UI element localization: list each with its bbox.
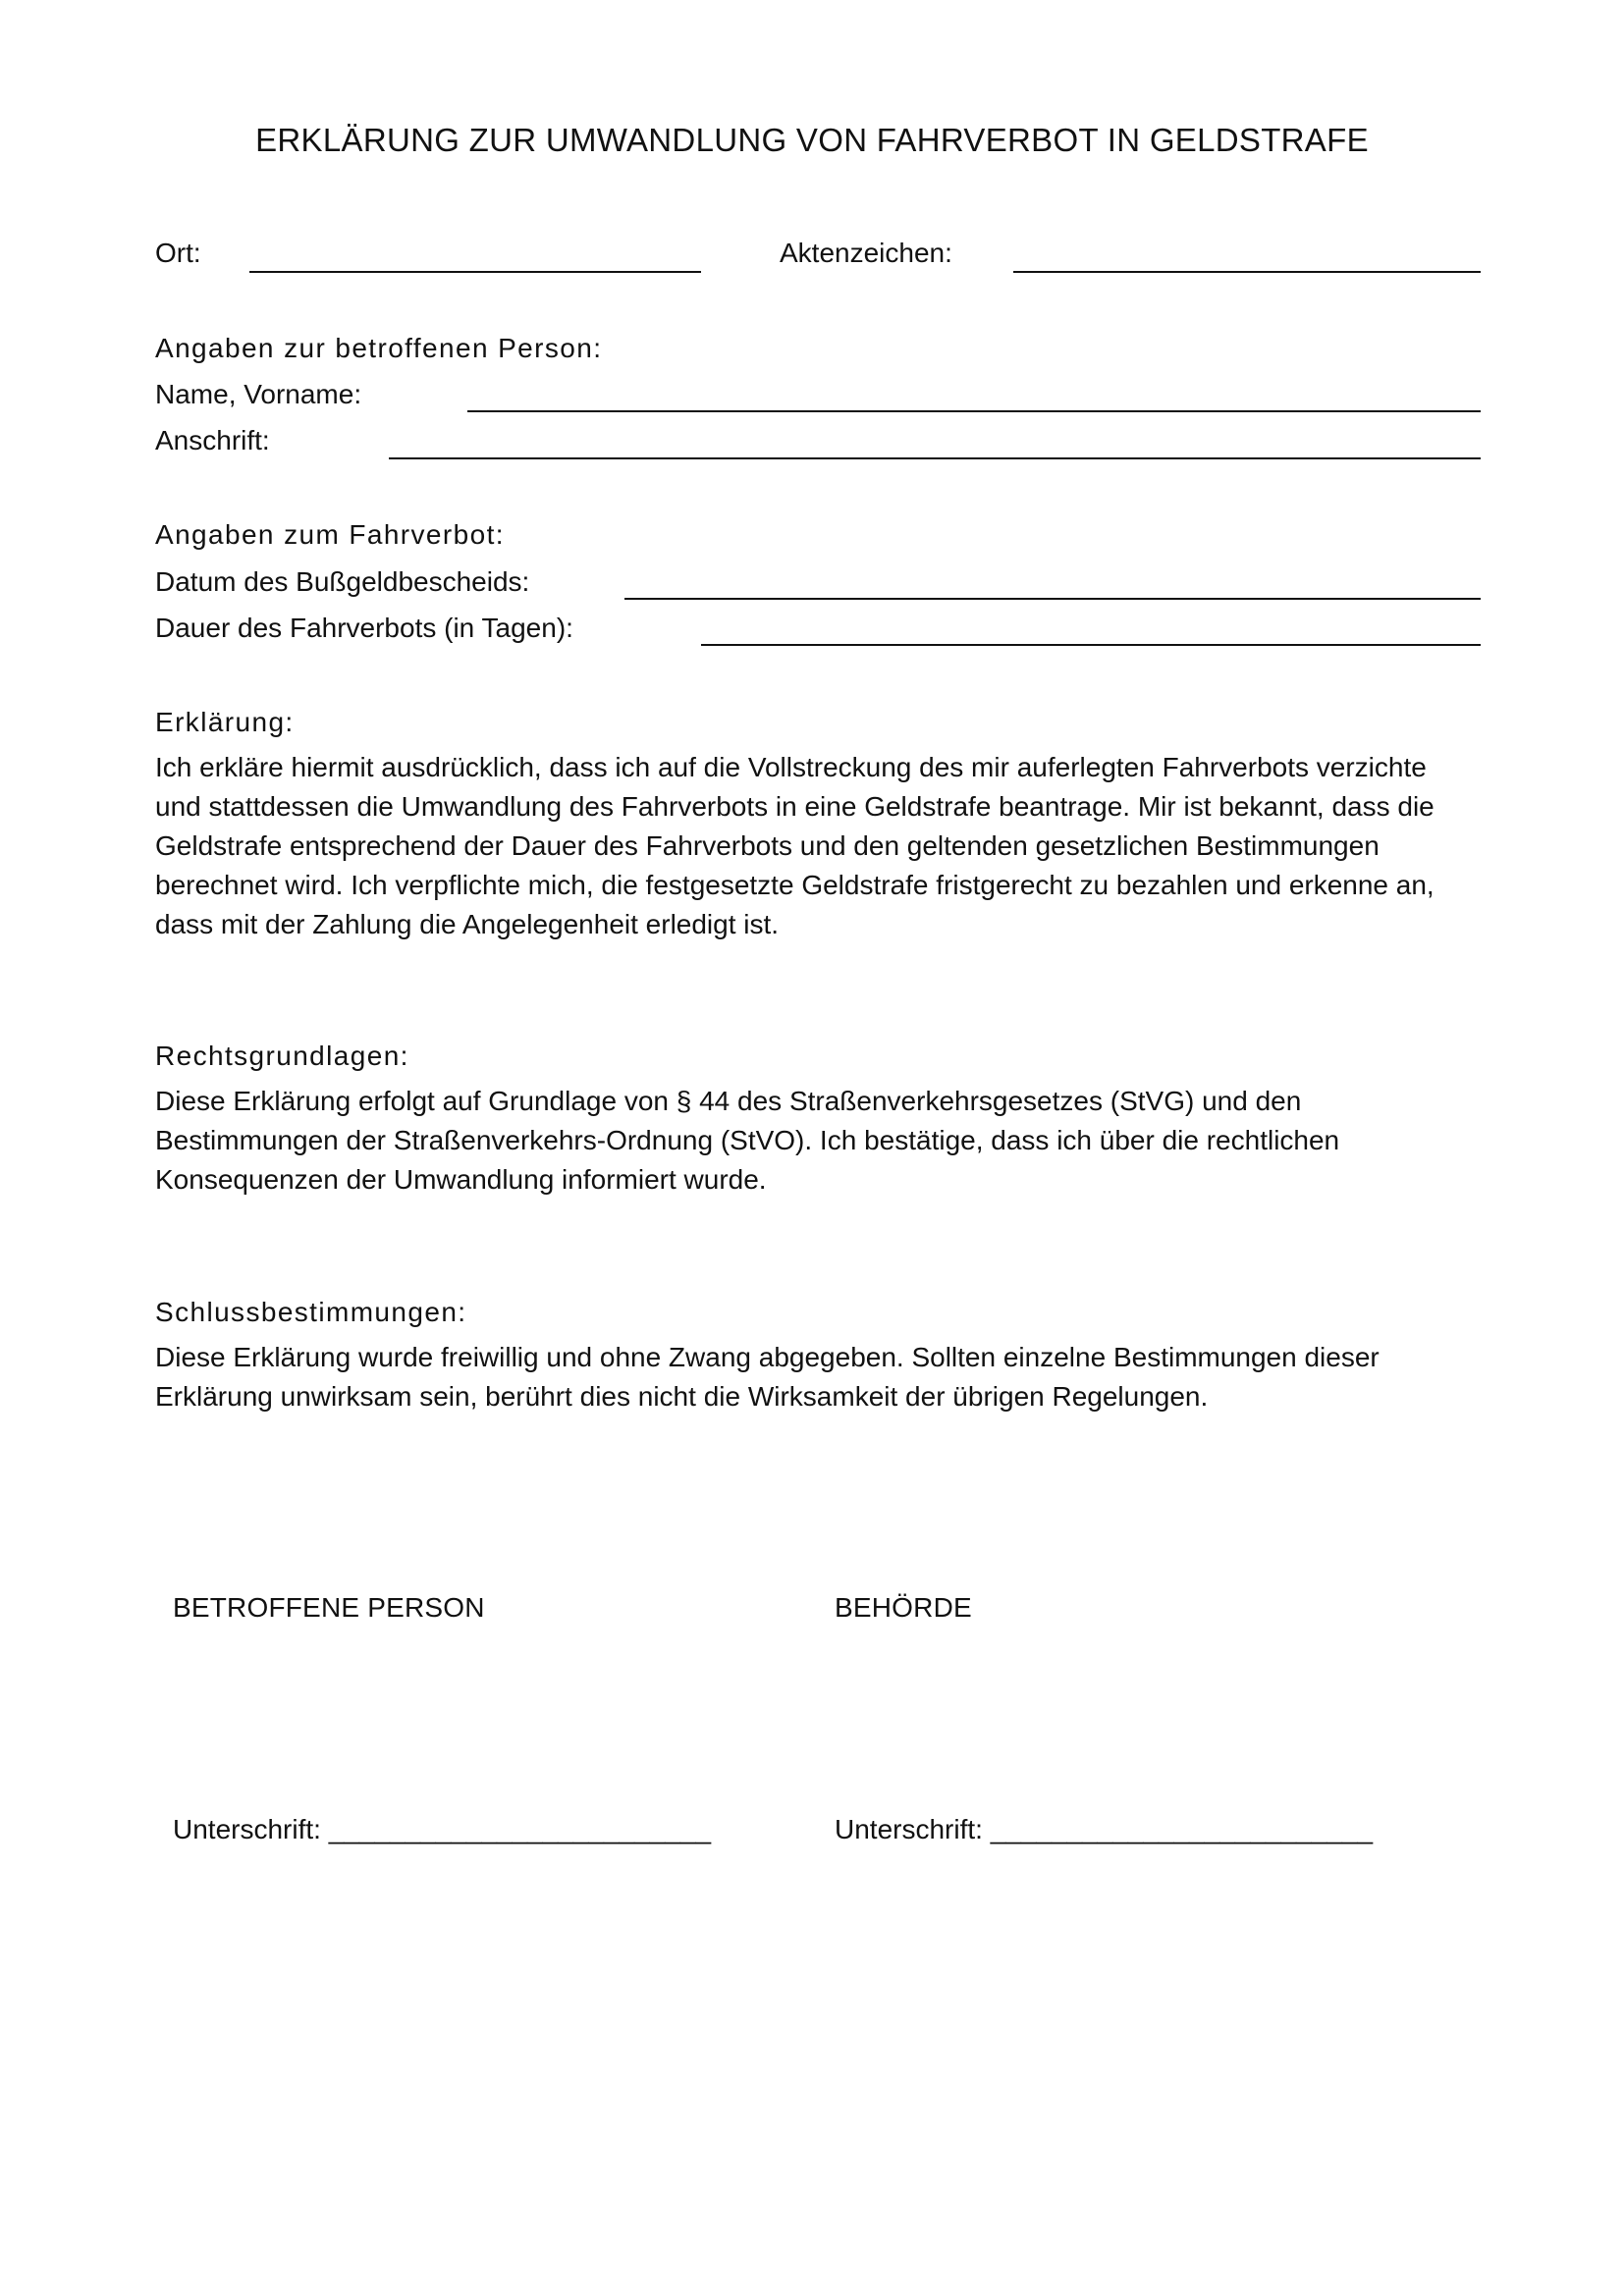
- ort-label: Ort:: [155, 238, 201, 268]
- declaration-line: und stattdessen die Umwandlung des Fahrverbots in eine Geldstrafe beantrage. Mir ist bekannt, dass die: [155, 791, 1435, 822]
- decision-date-field-line[interactable]: [624, 598, 1481, 600]
- final-provisions-line: Diese Erklärung wurde freiwillig und ohne Zwang abgegeben. Sollten einzelne Bestimmungen dieser: [155, 1342, 1380, 1372]
- address-field-line[interactable]: [389, 457, 1481, 459]
- ort-field-line[interactable]: [249, 271, 701, 273]
- declaration-line: Geldstrafe entsprechend der Dauer des Fahrverbots und den geltenden gesetzlichen Bestimmungen: [155, 830, 1380, 861]
- legal-basis-heading: Rechtsgrundlagen:: [155, 1041, 409, 1071]
- person-section-heading: Angaben zur betroffenen Person:: [155, 333, 603, 363]
- final-provisions-paragraph: [155, 1338, 1471, 1416]
- declaration-line: dass mit der Zahlung die Angelegenheit erledigt ist.: [155, 909, 780, 939]
- address-label: Anschrift:: [155, 425, 270, 455]
- authority-heading: BEHÖRDE: [835, 1592, 972, 1623]
- declaration-paragraph: [155, 748, 1471, 944]
- document-title: ERKLÄRUNG ZUR UMWANDLUNG VON FAHRVERBOT IN GELDSTRAFE: [255, 122, 1369, 158]
- final-provisions-heading: Schlussbestimmungen:: [155, 1297, 467, 1327]
- name-label: Name, Vorname:: [155, 379, 362, 409]
- aktenzeichen-label: Aktenzeichen:: [780, 238, 952, 268]
- name-field-line[interactable]: [467, 410, 1481, 412]
- legal-basis-line: Diese Erklärung erfolgt auf Grundlage von § 44 des Straßenverkehrsgesetzes (StVG) und den: [155, 1086, 1302, 1116]
- ban-duration-label: Dauer des Fahrverbots (in Tagen):: [155, 613, 573, 643]
- affected-person-heading: BETROFFENE PERSON: [173, 1592, 485, 1623]
- authority-signature-field[interactable]: Unterschrift: _________________________: [835, 1814, 1374, 1844]
- legal-basis-line: Bestimmungen der Straßenverkehrs-Ordnung (StVO). Ich bestätige, dass ich über die rechtlichen: [155, 1125, 1340, 1155]
- declaration-line: berechnet wird. Ich verpflichte mich, die festgesetzte Geldstrafe fristgerecht zu bezahlen und erkenne an,: [155, 870, 1435, 900]
- declaration-line: Ich erkläre hiermit ausdrücklich, dass ich auf die Vollstreckung des mir auferlegten Fahrverbots verzichte: [155, 752, 1427, 782]
- aktenzeichen-field-line[interactable]: [1013, 271, 1481, 273]
- declaration-heading: Erklärung:: [155, 707, 295, 737]
- driving-ban-section-heading: Angaben zum Fahrverbot:: [155, 519, 505, 550]
- final-provisions-line: Erklärung unwirksam sein, berührt dies nicht die Wirksamkeit der übrigen Regelungen.: [155, 1381, 1209, 1412]
- affected-person-signature-field[interactable]: Unterschrift: _________________________: [173, 1814, 712, 1844]
- decision-date-label: Datum des Bußgeldbescheids:: [155, 566, 530, 597]
- ban-duration-field-line[interactable]: [701, 644, 1481, 646]
- legal-basis-line: Konsequenzen der Umwandlung informiert wurde.: [155, 1164, 767, 1195]
- legal-basis-paragraph: [155, 1082, 1471, 1200]
